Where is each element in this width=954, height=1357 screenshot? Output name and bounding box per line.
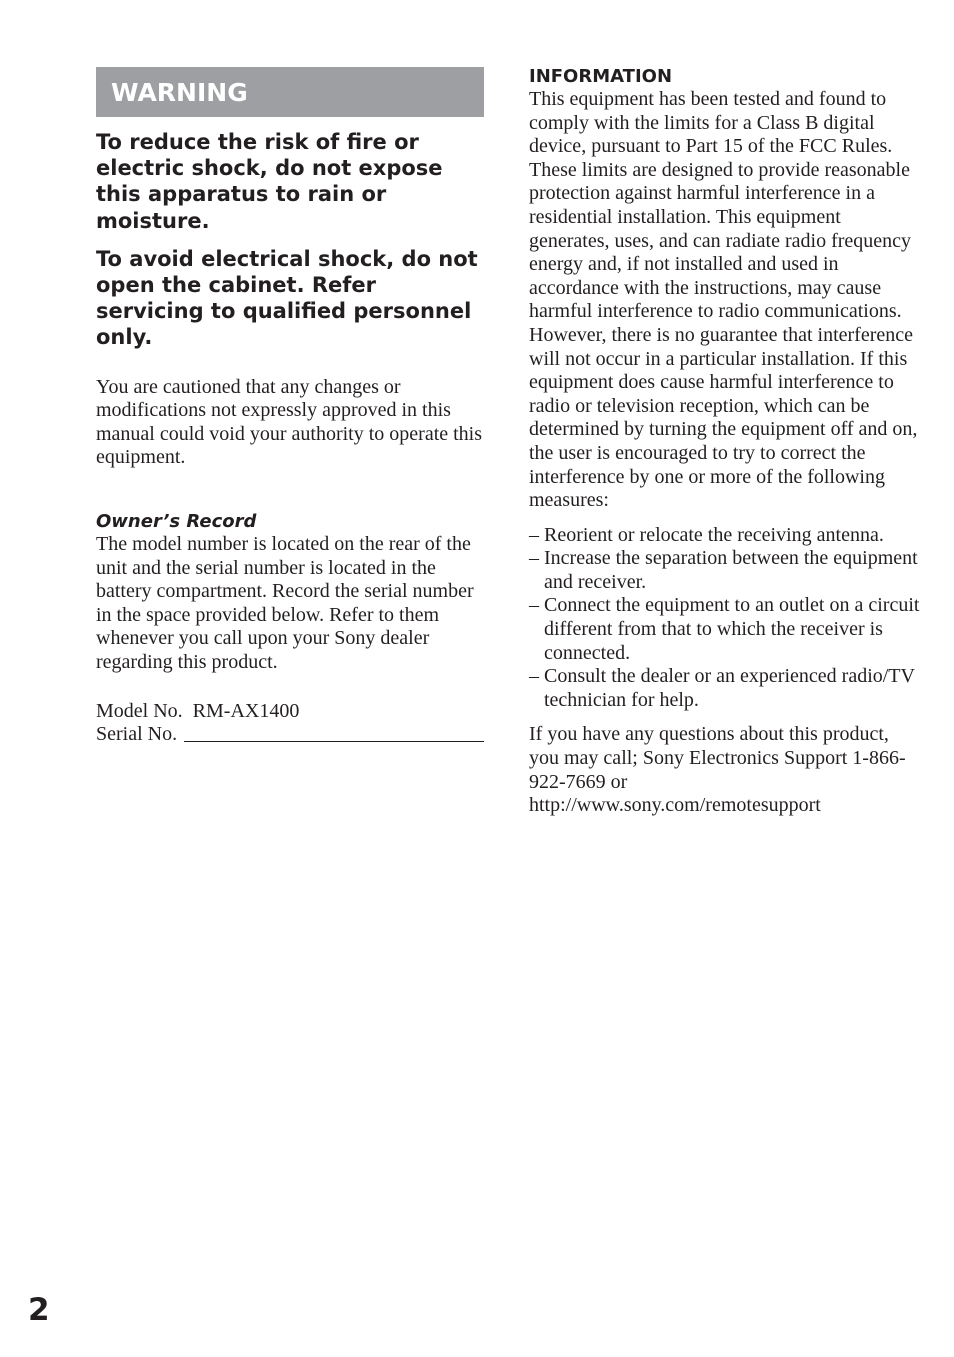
- dash-bullet: –: [529, 523, 539, 546]
- contact-paragraph: If you have any questions about this product, you may call; Sony Electronics Support 1-866-922-7669 or http://www.sony.com/remotesupport: [529, 723, 906, 817]
- measures-list: [529, 524, 921, 713]
- owners-record-heading: Owner’s Record: [96, 511, 257, 532]
- page-number: 2: [28, 1292, 50, 1328]
- warning-banner: [96, 67, 484, 117]
- warning-title: WARNING: [111, 77, 248, 107]
- measure-text: Increase the separation between the equipment and receiver.: [544, 547, 918, 593]
- list-item: [529, 547, 921, 594]
- serial-number-blank-line: [184, 740, 484, 742]
- measure-text: Reorient or relocate the receiving antenna.: [544, 523, 884, 546]
- dash-bullet: –: [529, 665, 539, 688]
- serial-number-row: [96, 723, 484, 747]
- right-column: [529, 65, 921, 818]
- information-heading: INFORMATION: [529, 66, 673, 87]
- list-item: [529, 665, 921, 712]
- measure-text: Consult the dealer or an experienced radio/TV technician for help.: [544, 665, 915, 711]
- list-item: [529, 524, 921, 548]
- model-serial-block: [96, 700, 484, 747]
- serial-number-label: Serial No.: [96, 723, 178, 746]
- warning-fire-shock: To reduce the risk of fire or electric shock, do not expose this apparatus to rain or moisture.: [96, 130, 443, 233]
- warning-cabinet: To avoid electrical shock, do not open the cabinet. Refer servicing to qualified personnel only.: [96, 246, 478, 350]
- information-text: This equipment has been tested and found to comply with the limits for a Class B digital device, pursuant to Part 15 of the FCC Rules. These limits are designed to provide reasonable protection against harmful interference in a residential installation. This equipment generates, uses, and can radiate radio frequency energy and, if not installed and used in accordance with the instructions, may cause harmful interference to radio communications. However, there is no guarantee that interference will not occur in a particular installation. If this equipment does cause harmful interference to radio or television reception, which can be determined by turning the equipment off and on, the user is encouraged to try to correct the interference by one or more of the following measures:: [529, 88, 918, 512]
- owners-record-text: The model number is located on the rear of the unit and the serial number is located in the battery compartment. Record the serial number in the space provided below. Refer to them whenever you call upon your Sony dealer regarding this product.: [96, 533, 474, 673]
- left-column: [96, 67, 484, 747]
- model-number: Model No. RM-AX1400: [96, 699, 300, 722]
- dash-bullet: –: [529, 547, 539, 570]
- dash-bullet: –: [529, 594, 539, 617]
- caution-paragraph: You are cautioned that any changes or modifications not expressly approved in this manual could void your authority to operate this equipment.: [96, 375, 483, 469]
- list-item: [529, 594, 921, 665]
- measure-text: Connect the equipment to an outlet on a circuit different from that to which the receiver is connected.: [544, 594, 920, 664]
